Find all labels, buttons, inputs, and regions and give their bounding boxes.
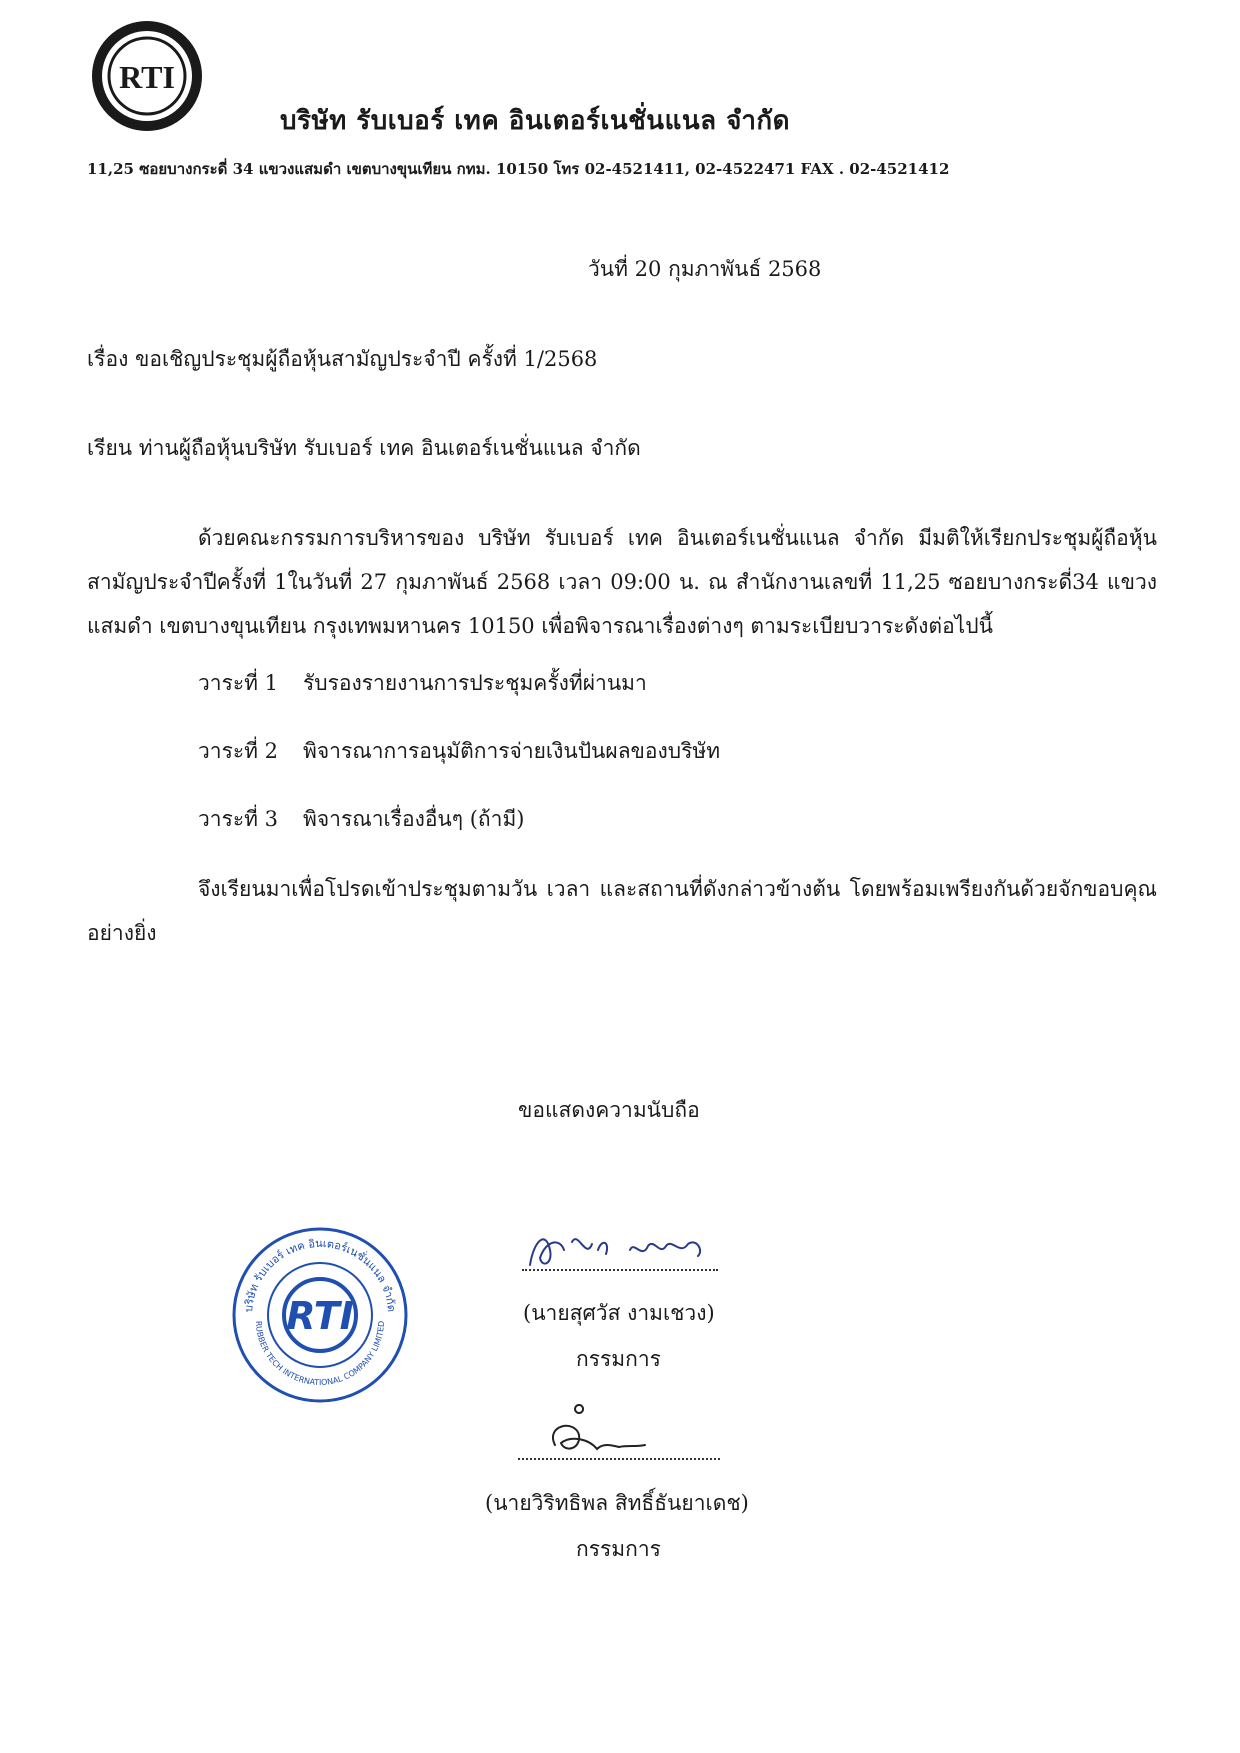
agenda-number: วาระที่ 1: [198, 671, 279, 695]
signature-mark: [520, 1220, 720, 1280]
stamp-top-text: บริษัท รับเบอร์ เทค อินเตอร์เนชั่นแนล จำกัด: [242, 1236, 398, 1313]
agenda-text: พิจารณาเรื่องอื่นๆ (ถ้ามี): [303, 807, 525, 831]
signatory-name: (นายวิริทธิพล สิทธิ์ธันยาเดช): [485, 1491, 749, 1515]
closing-salutation: ขอแสดงความนับถือ: [518, 1098, 700, 1122]
agenda-number: วาระที่ 3: [198, 807, 279, 831]
company-stamp: [230, 1225, 410, 1405]
closing-paragraph: จึงเรียนมาเพื่อโปรดเข้าประชุมตามวัน เวลา และสถานที่ดังกล่าวข้างต้น โดยพร้อมเพรียงกันด้วยจักขอบคุณอย่างยิ่ง: [87, 877, 1157, 945]
signature-mark: [515, 1395, 665, 1465]
stamp-center-text: RTI: [286, 1294, 354, 1338]
signatory-title: กรรมการ: [576, 1347, 661, 1371]
agenda-text: พิจารณาการอนุมัติการจ่ายเงินปันผลของบริษัท: [303, 739, 721, 763]
agenda-text: รับรองรายงานการประชุมครั้งที่ผ่านมา: [303, 671, 647, 695]
rti-logo: [89, 18, 205, 134]
letter-subject: เรื่อง ขอเชิญประชุมผู้ถือหุ้นสามัญประจำปี ครั้งที่ 1/2568: [87, 347, 598, 371]
company-address: 11,25 ซอยบางกระดี่ 34 แขวงแสมดำ เขตบางขุนเทียน กทม. 10150 โทร 02-4521411, 02-4522471 FAX . 02-4521412: [87, 160, 950, 178]
signatory-title: กรรมการ: [576, 1537, 661, 1561]
company-name: บริษัท รับเบอร์ เทค อินเตอร์เนชั่นแนล จำกัด: [280, 106, 791, 136]
signature-line: [518, 1458, 720, 1460]
signatory-name: (นายสุศวัส งามเชวง): [523, 1301, 715, 1325]
agenda-number: วาระที่ 2: [198, 739, 279, 763]
stamp-bottom-text: RUBBER TECH INTERNATIONAL COMPANY LIMITED: [253, 1320, 387, 1388]
letter-body: ด้วยคณะกรรมการบริหารของ บริษัท รับเบอร์ เทค อินเตอร์เนชั่นแนล จำกัด มีมติให้เรียกประชุมผู้ถือหุ้นสามัญประจำปีครั้งที่ 1ในวันที่ 27 กุมภาพันธ์ 2568 เวลา 09:00 น. ณ สำนักงานเลขที่ 11,25 ซอยบางกระดี่34 แขวงแสมดำ เขตบางขุนเทียน กรุงเทพมหานคร 10150 เพื่อพิจารณาเรื่องต่างๆ ตามระเบียบวาระดังต่อไปนี้: [87, 526, 1157, 638]
letter-recipient: เรียน ท่านผู้ถือหุ้นบริษัท รับเบอร์ เทค อินเตอร์เนชั่นแนล จำกัด: [87, 436, 641, 460]
signature-line: [522, 1269, 718, 1271]
agenda-item: [198, 667, 647, 700]
agenda-item: [198, 803, 524, 836]
letter-date: วันที่ 20 กุมภาพันธ์ 2568: [588, 257, 822, 281]
agenda-item: [198, 735, 720, 768]
logo-text: RTI: [119, 59, 175, 95]
